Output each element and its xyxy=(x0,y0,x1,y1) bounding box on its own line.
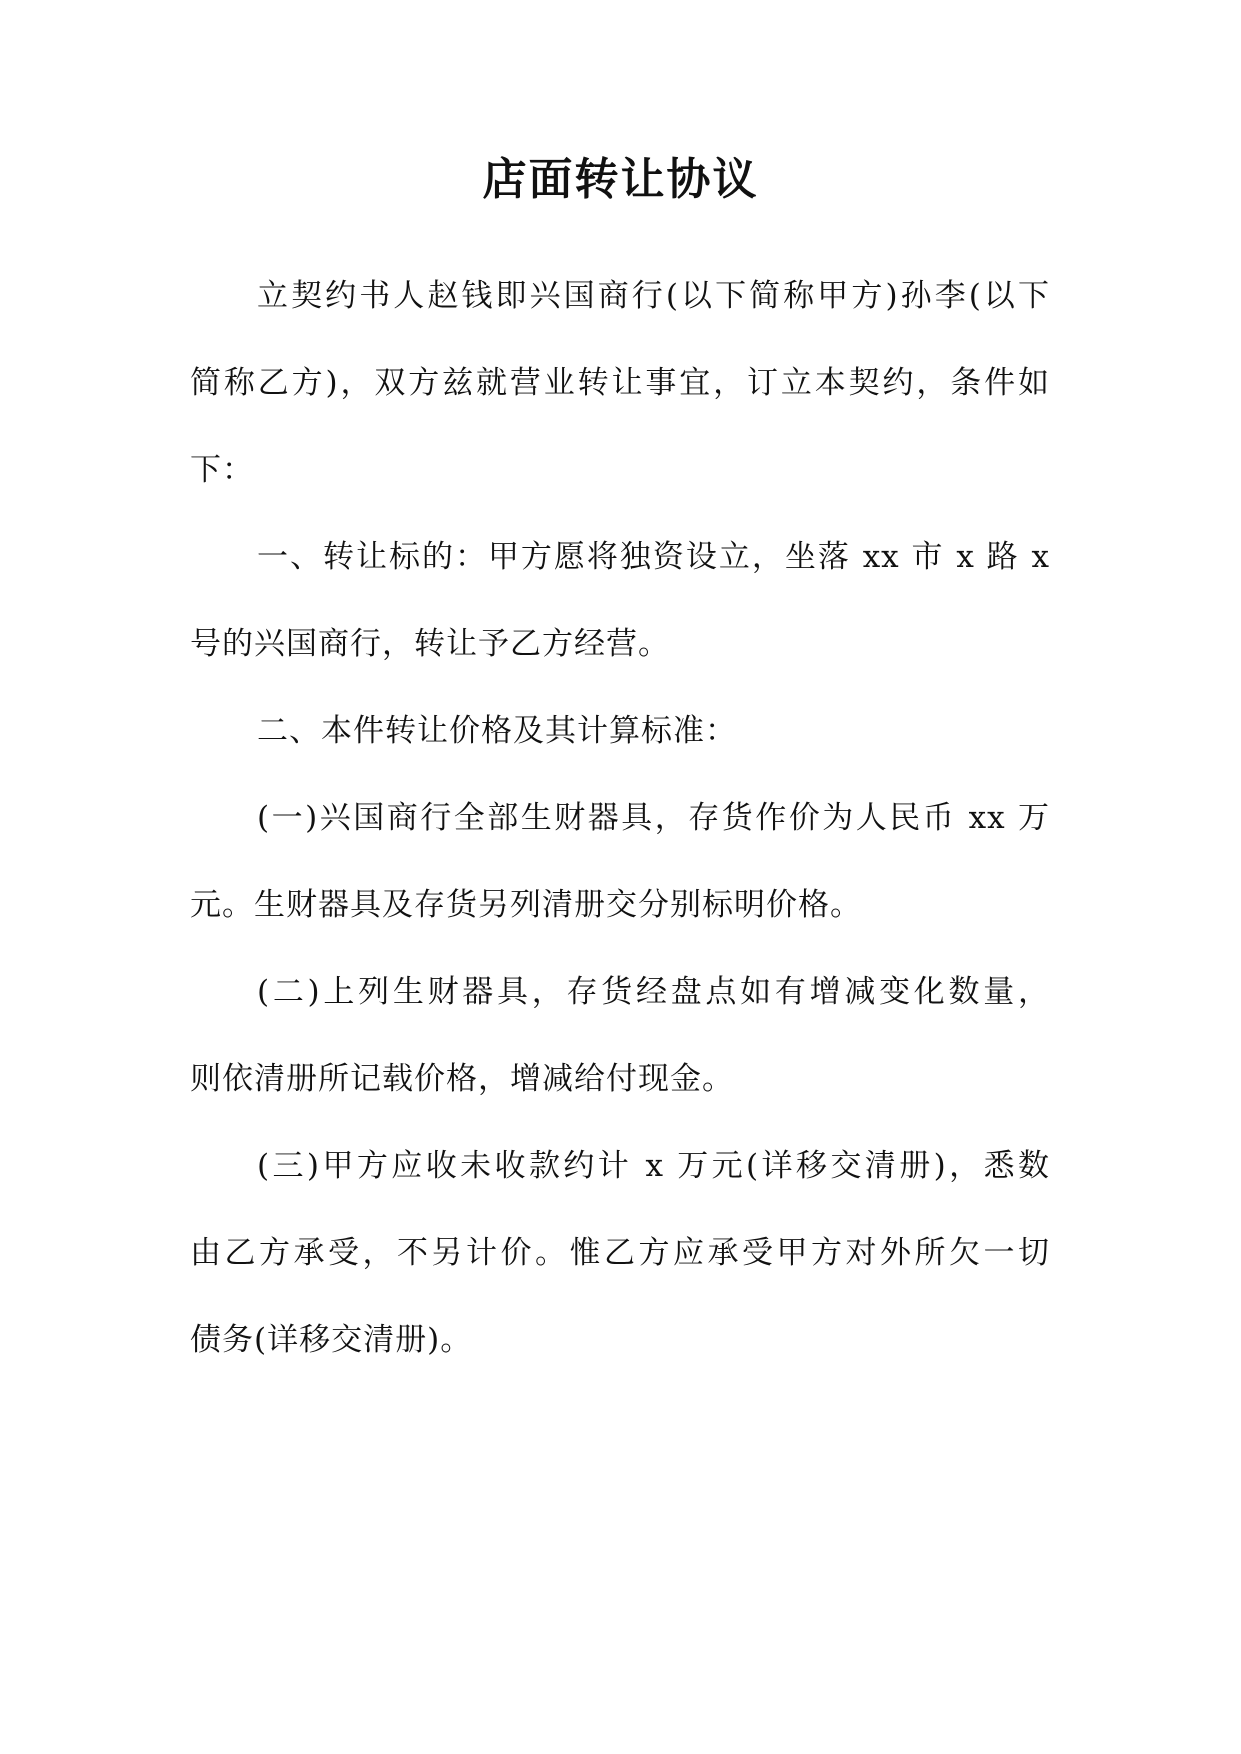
document-title: 店面转让协议 xyxy=(482,154,759,205)
paragraph-line: (三)甲方应收未收款约计 x 万元(详移交清册)，悉数 xyxy=(257,1148,1050,1184)
paragraph-line: 二、本件转让价格及其计算标准： xyxy=(257,713,737,749)
paragraph-line: 简称乙方)，双方兹就营业转让事宜，订立本契约，条件如 xyxy=(190,365,1050,401)
paragraph-line: (二)上列生财器具，存货经盘点如有增减变化数量， xyxy=(257,974,1050,1010)
paragraph-line: 号的兴国商行，转让予乙方经营。 xyxy=(190,626,670,662)
paragraph-line: 一、转让标的：甲方愿将独资设立，坐落 xx 市 x 路 x xyxy=(257,539,1050,575)
paragraph-line: 立契约书人赵钱即兴国商行(以下简称甲方)孙李(以下 xyxy=(257,278,1050,314)
paragraph-line: 债务(详移交清册)。 xyxy=(190,1322,473,1358)
paragraph-line: 下： xyxy=(190,452,254,488)
paragraph-line: 元。生财器具及存货另列清册交分别标明价格。 xyxy=(190,887,862,923)
paragraph-line: 由乙方承受，不另计价。惟乙方应承受甲方对外所欠一切 xyxy=(190,1235,1050,1271)
paragraph-line: 则依清册所记载价格，增减给付现金。 xyxy=(190,1061,734,1097)
paragraph-line: (一)兴国商行全部生财器具，存货作价为人民币 xx 万 xyxy=(257,800,1050,836)
